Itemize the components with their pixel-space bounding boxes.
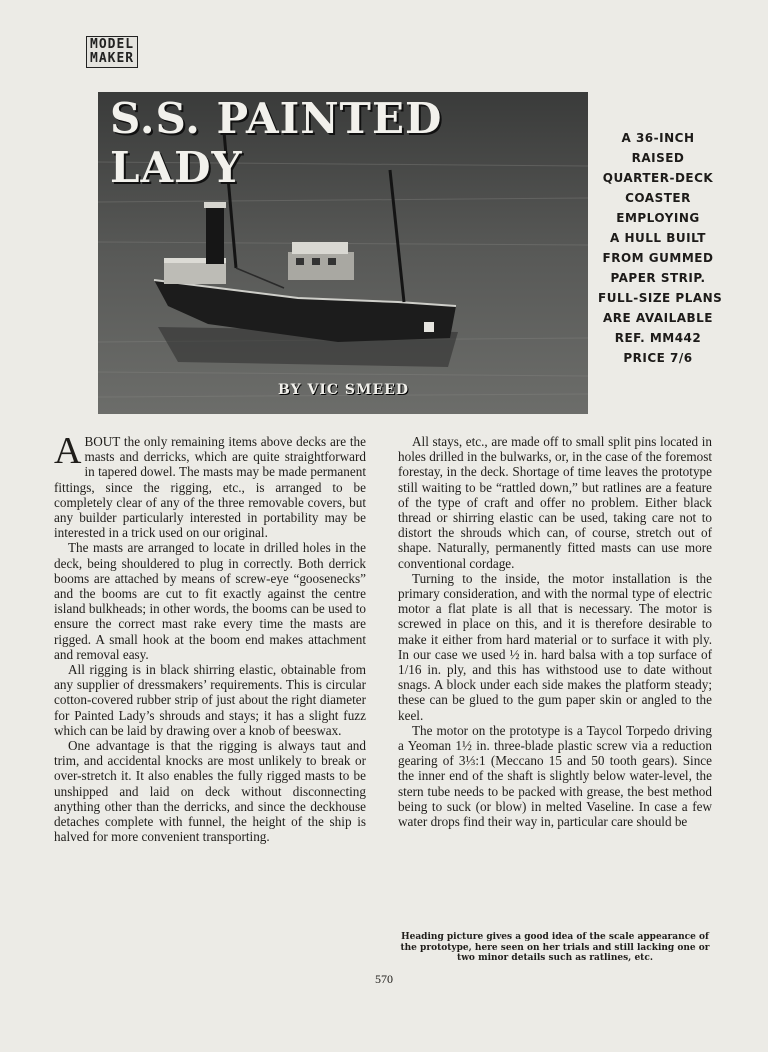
tagline-line: RAISED [631,151,685,165]
paragraph: All stays, etc., are made off to small split pins located in holes drilled in the bulwarks, or, in the case of the foremost forestay, in the deck. Shortage of time leaves the prototype still waiting to be “rattled down,” but ratlines are a feature of the type of craft and offer no problem. Either black thread or shirring elastic can be used, taking care not to distort the shrouds which can, of course, stretch out of shape. Naturally, permanently fitted masts can use more conventional cordage. [398,434,712,571]
tagline-line: A HULL BUILT [610,231,706,245]
tagline-line: ARE AVAILABLE [602,311,714,325]
body-column-right [398,434,712,829]
tagline-line: COASTER [625,191,691,205]
bow-marking [424,322,434,332]
tagline-line: EMPLOYING [616,211,700,225]
drop-cap: A [54,430,82,472]
paragraph: One advantage is that the rigging is always taut and trim, and accidental knocks are most unlikely to break or over-stretch it. It also enables the fully rigged masts to be unshipped and laid on deck without disconnecting anything other than the derricks, and since the deckhouse detaches complete with funnel, the height of the ship is halved for more convenient transporting. [54,738,366,845]
tagline-line: A 36-INCH [621,131,695,145]
body-column-left [54,430,366,845]
article-tagline [598,128,723,368]
paragraph: All rigging is in black shirring elastic, obtainable from any supplier of dressmakers’ requirements. This is circular cotton-covered rubber strip of just about the right diameter for Painted Lady’s shrouds and stays; it has a slight fuzz which can be laid by drawing over a knob of beeswax. [54,662,366,738]
logo-line-1: MODEL [90,37,135,52]
tagline-line: PRICE 7/6 [623,351,693,365]
page-number: 570 [375,972,393,986]
paragraph: Turning to the inside, the motor installation is the primary consideration, and with the normal type of electric motor a flat plate is all that is necessary. The motor is screwed in place on this, and it is therefore desirable to make it either from hard material or to surface it with ply. In our case we used ½ in. hard balsa with a top surface of 1/16 in. ply, and this has withstood use to date without snags. A block under each side makes the platform steady; these can be glued to the gum paper skin or angled to the keel. [398,570,712,723]
heading-photo [98,92,588,414]
funnel [206,204,224,264]
tagline-line: FROM GUMMED [602,251,714,265]
tagline-line: PAPER STRIP. [610,271,706,285]
bridge-house [288,252,354,280]
paragraph [54,430,366,541]
article-byline: BY VIC SMEED [278,382,409,398]
paragraph-text: BOUT the only remaining items above decks are the masts and derricks, which are quite straightforward in tapered dowel. The masts may be made permanent fittings, since the rigging, etc., is arranged to be completely clear of any of the three removable covers, but any builder particularly interested in portability may be interested in a trick used on our original. [54,434,366,541]
photo-caption: Heading picture gives a good idea of the scale appearance of the prototype, here seen on her trials and still lacking one or two minor details such as ratlines, etc. [400,932,710,963]
paragraph: The masts are arranged to locate in drilled holes in the deck, being shouldered to plug in correctly. Both derrick booms are attached by means of screw-eye “goosenecks” and the booms are cut to fit exactly against the centre island bulkheads; in other words, the booms can be used to ensure the correct mast rake every time the masts are rigged. A small hook at the boom end makes attachment and removal easy. [54,540,366,662]
tagline-line: QUARTER-DECK [602,171,714,185]
paragraph: The motor on the prototype is a Taycol Torpedo driving a Yeoman 1½ in. three-blade plastic screw via a reduction gearing of 3⅓:1 (Meccano 15 and 50 tooth gears). Since the inner end of the shaft is slightly below water-level, the stern tube needs to be packed with grease, the best method being to suck (or blow) in melted Vaseline. In case a few water drops find their way in, particular care should be [398,722,712,830]
article-title: S.S. PAINTED LADY [110,94,443,192]
magazine-logo [86,36,138,68]
aft-deckhouse [164,262,226,284]
tagline-line: REF. MM442 [614,331,702,345]
tagline-line: FULL-SIZE PLANS [598,291,723,305]
logo-line-2: MAKER [90,51,135,66]
